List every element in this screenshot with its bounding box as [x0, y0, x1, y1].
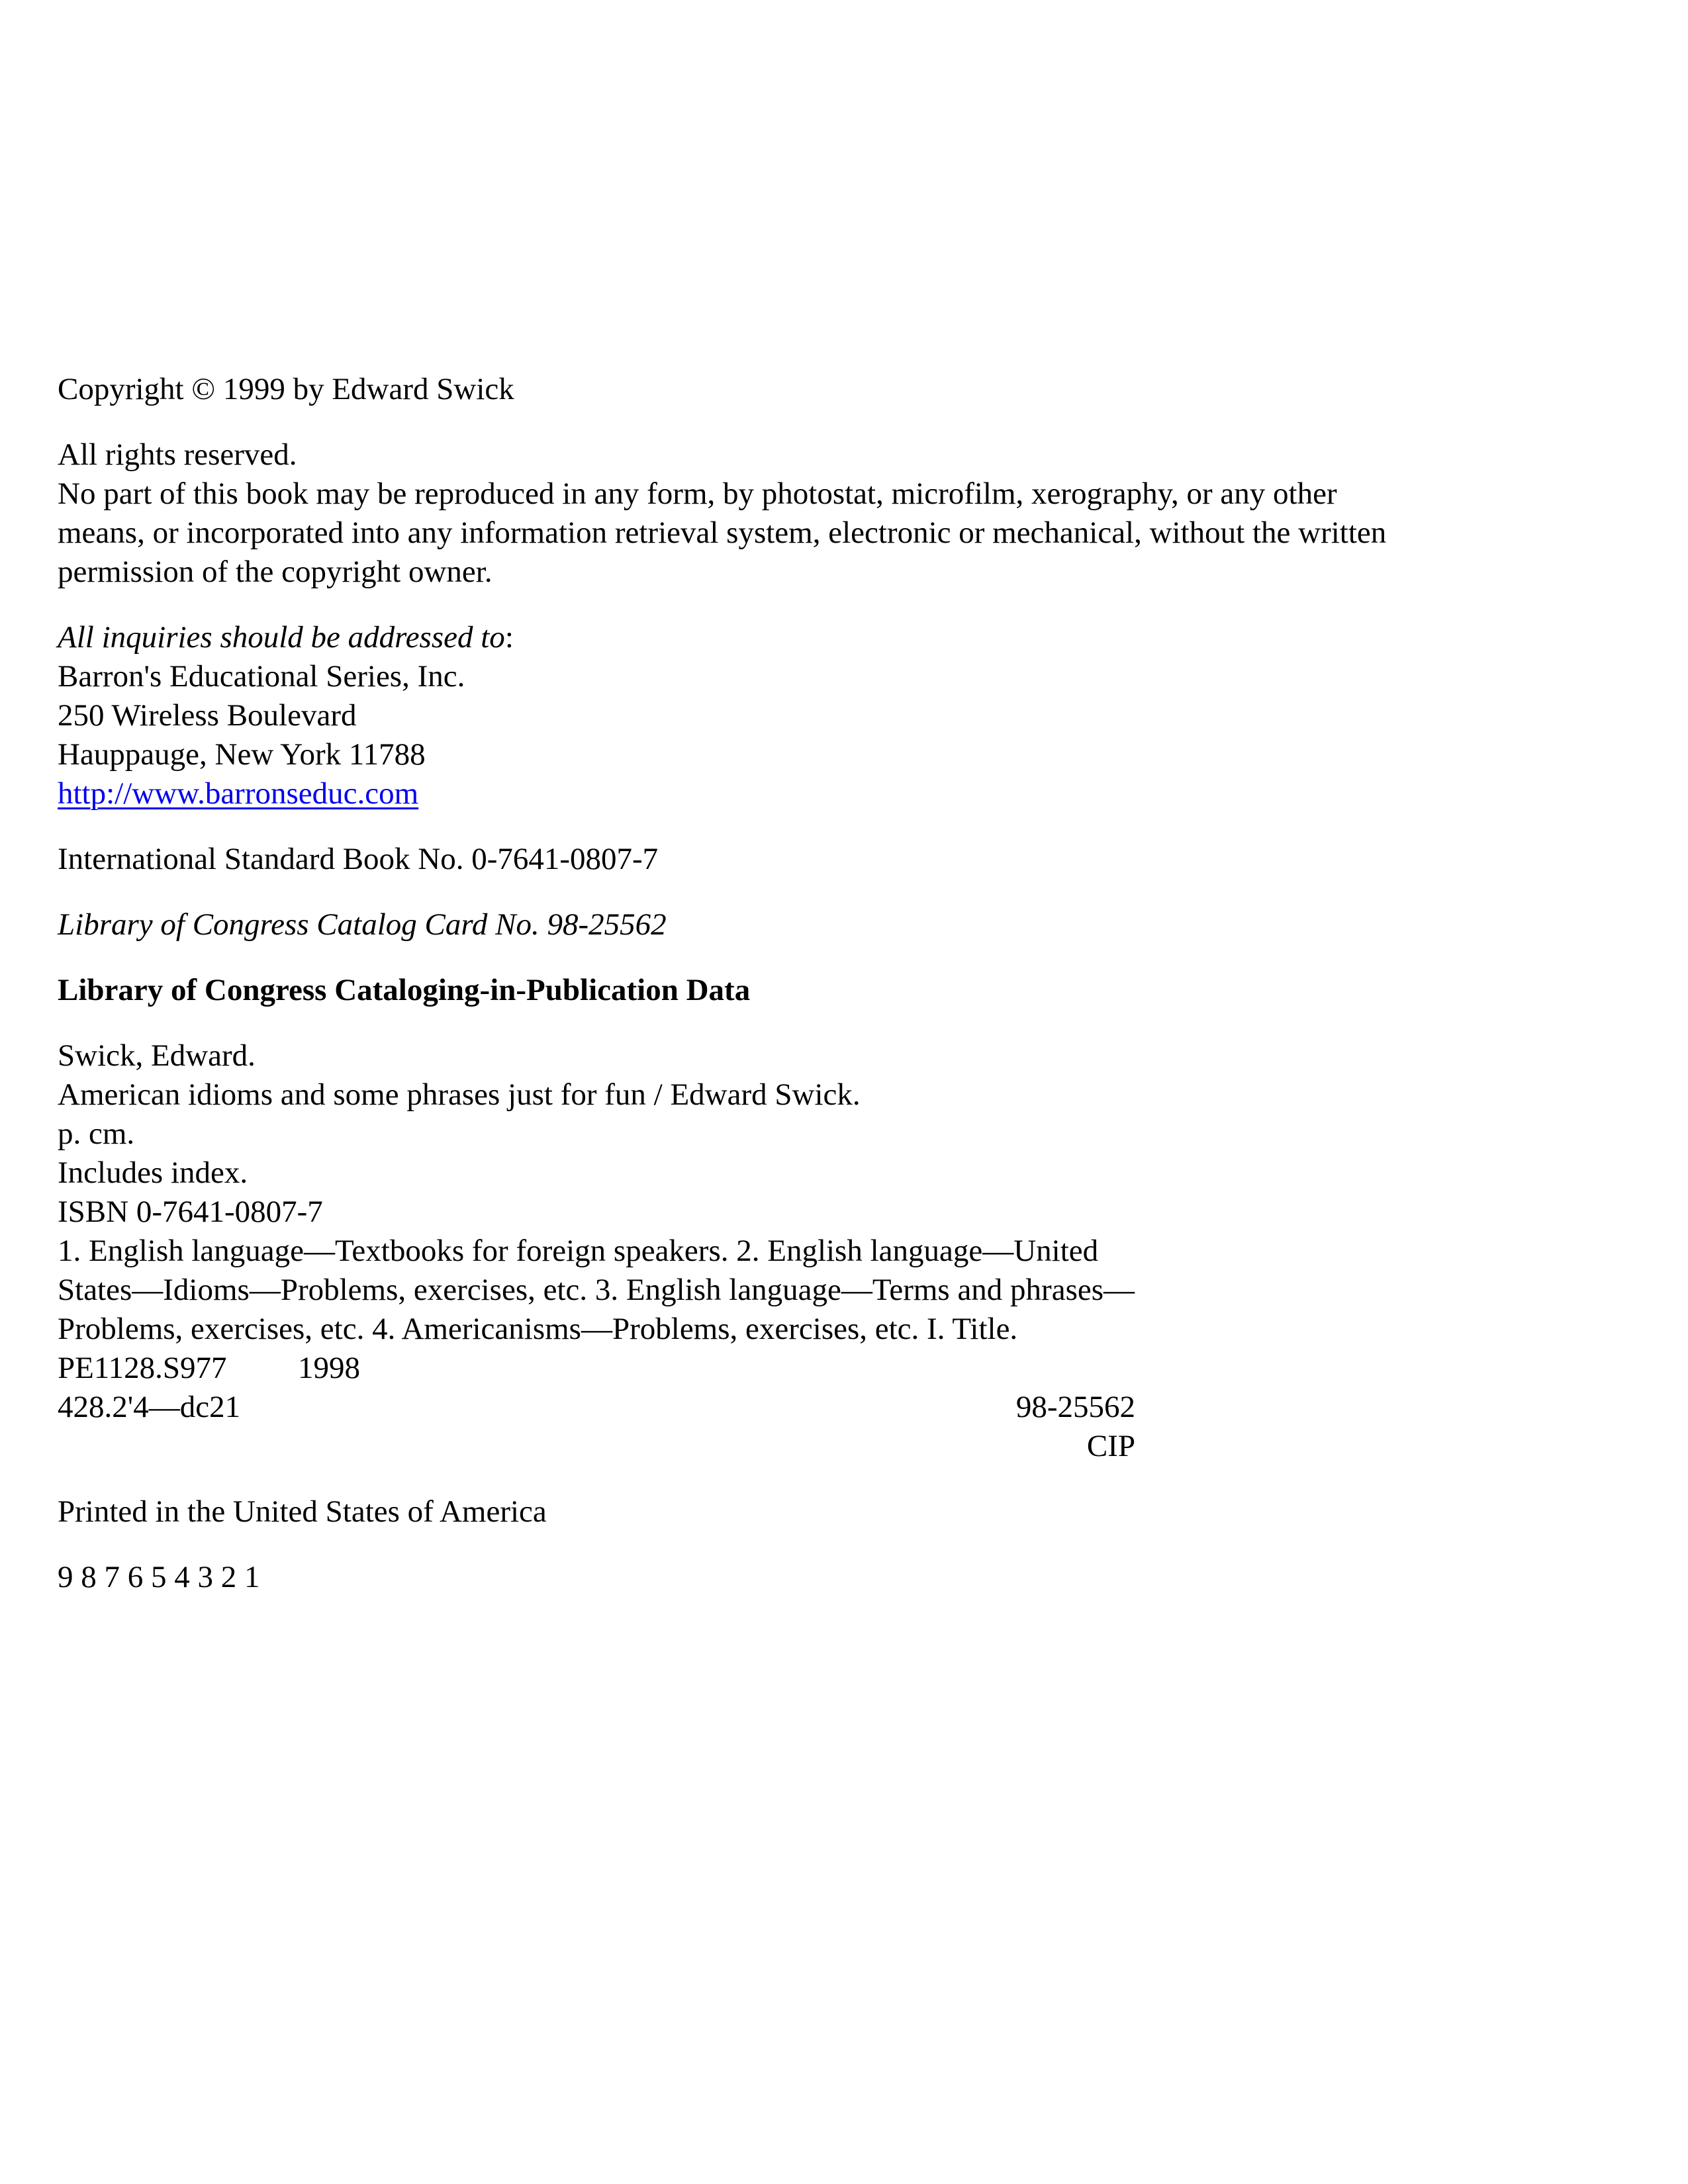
cip-isbn: ISBN 0-7641-0807-7 — [58, 1195, 323, 1229]
cip-label: CIP — [1086, 1429, 1135, 1463]
rights-notice-line-1: No part of this book may be reproduced in any form, by photostat, microfilm, xerography, or any other — [58, 477, 1337, 511]
cip-physical: p. cm. — [58, 1116, 135, 1151]
cip-lc-year: 1998 — [298, 1351, 360, 1385]
cip-dewey: 428.2'4—dc21 — [58, 1390, 241, 1424]
publisher-street: 250 Wireless Boulevard — [58, 698, 357, 733]
cip-lc-class: PE1128.S977 — [58, 1351, 227, 1385]
isbn-statement: International Standard Book No. 0-7641-0807-7 — [58, 842, 659, 876]
publisher-city: Hauppauge, New York 11788 — [58, 737, 426, 772]
cip-heading: Library of Congress Cataloging-in-Publication Data — [58, 973, 751, 1007]
publisher-url-link[interactable]: http://www.barronseduc.com — [58, 776, 419, 811]
inquiries-label: All inquiries should be addressed to — [58, 620, 505, 655]
cip-subjects-line-1: 1. English language—Textbooks for foreign speakers. 2. English language—United — [58, 1234, 1099, 1268]
cip-subjects-line-2: States—Idioms—Problems, exercises, etc. 3. English language—Terms and phrases— — [58, 1273, 1135, 1307]
spacer — [58, 1010, 1580, 1036]
rights-notice-line-3: permission of the copyright owner. — [58, 555, 492, 589]
spacer — [58, 879, 1580, 905]
rights-notice-line-2: means, or incorporated into any information retrieval system, electronic or mechanical, without the written — [58, 516, 1387, 550]
inquiries-block — [58, 618, 1580, 813]
cip-record — [58, 1036, 1580, 1466]
copyright-line: Copyright © 1999 by Edward Swick — [58, 372, 514, 406]
spacer — [58, 1531, 1580, 1558]
spacer — [58, 1466, 1580, 1492]
cip-dewey-row — [58, 1388, 1580, 1427]
spacer — [58, 944, 1580, 971]
rights-reserved: All rights reserved. — [58, 437, 297, 472]
cip-note: Includes index. — [58, 1156, 248, 1190]
cip-lc-class-row — [58, 1349, 1580, 1388]
cip-label-row — [58, 1427, 1580, 1466]
publisher-url-line — [58, 774, 1580, 813]
publisher-name: Barron's Educational Series, Inc. — [58, 659, 465, 694]
printing-line: 9 8 7 6 5 4 3 2 1 — [58, 1560, 260, 1594]
printed-statement: Printed in the United States of America — [58, 1494, 547, 1529]
cip-title: American idioms and some phrases just for fun / Edward Swick. — [58, 1077, 861, 1112]
cip-author: Swick, Edward. — [58, 1038, 256, 1073]
copyright-content — [58, 370, 1580, 1597]
spacer — [58, 409, 1580, 435]
spacer — [58, 592, 1580, 618]
cip-lccn: 98-25562 — [1015, 1390, 1135, 1424]
rights-block — [58, 435, 1580, 592]
inquiries-label-line — [58, 618, 1580, 657]
inquiries-colon: : — [504, 620, 514, 655]
spacer — [58, 813, 1580, 840]
lccn-statement: Library of Congress Catalog Card No. 98-25562 — [58, 907, 667, 942]
cip-subjects-line-3: Problems, exercises, etc. 4. Americanisms—Problems, exercises, etc. I. Title. — [58, 1312, 1018, 1346]
